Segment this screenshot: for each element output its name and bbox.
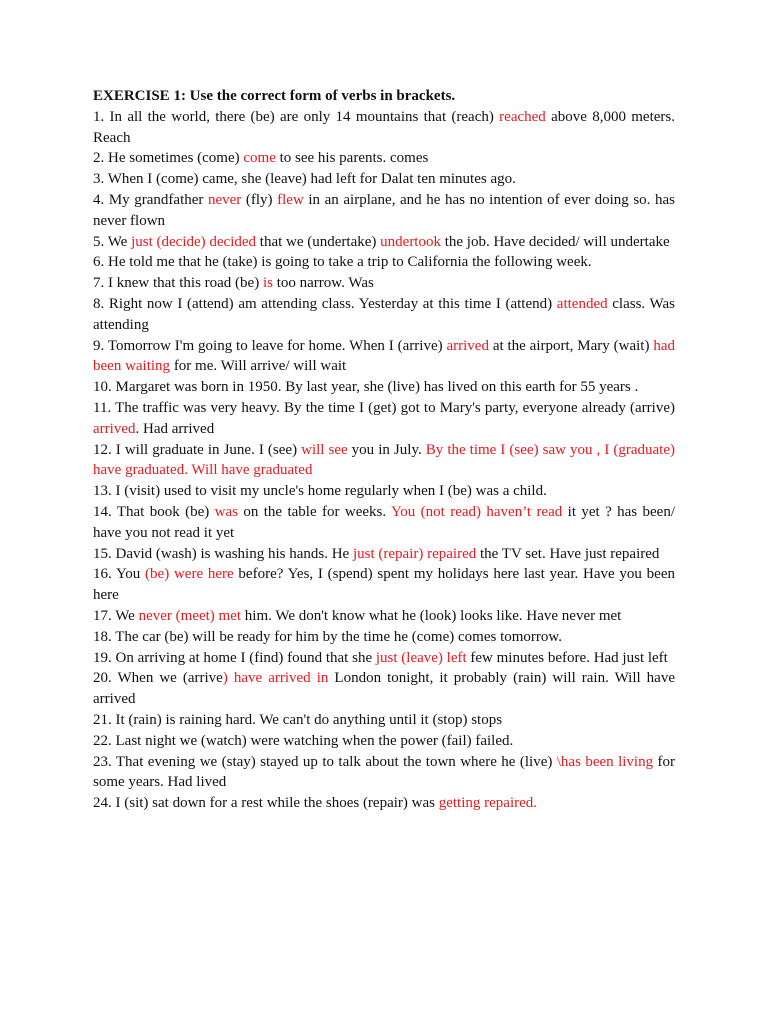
- question-text: 8. Right now I (attend) am attending class. Yesterday at this time I (attend): [93, 295, 557, 312]
- exercise-item: [93, 481, 675, 502]
- answer-text: just (leave) left: [375, 649, 467, 666]
- exercise-item: [93, 252, 675, 273]
- question-text: 12. I will graduate in June. I (see): [93, 441, 302, 458]
- question-text: 13. I (visit) used to visit my uncle's home regularly when I (be) was a child.: [93, 483, 547, 500]
- answer-text: never: [207, 191, 242, 208]
- exercise-item: [93, 232, 675, 253]
- question-text: 20. When we (arrive: [93, 670, 223, 687]
- answer-text: just (repair) repaired: [352, 545, 477, 562]
- question-text: 11. The traffic was very heavy. By the time I (get) got to Mary's party, everyone already (arrive): [93, 399, 675, 416]
- question-text: 22. Last night we (watch) were watching when the power (fail) failed.: [93, 732, 514, 749]
- exercise-item: [93, 668, 675, 710]
- question-text: London tonight, it probably (rain) will rain. Will have arrived: [93, 670, 675, 708]
- exercise-item: [93, 336, 675, 378]
- question-text: 19. On arriving at home I (find) found that she: [93, 649, 376, 666]
- exercise-list: [93, 107, 675, 814]
- question-text: 1. In all the world, there (be) are only 14 mountains that (reach): [93, 108, 500, 125]
- question-text: 23. That evening we (stay) stayed up to talk about the town where he (live): [93, 753, 557, 770]
- exercise-item: [93, 627, 675, 648]
- answer-text: come: [243, 150, 276, 167]
- question-text: him. We don't know what he (look) looks like. Have never met: [241, 607, 622, 624]
- question-text: 3. When I (come) came, she (leave) had left for Dalat ten minutes ago.: [93, 171, 516, 188]
- question-text: 17. We: [93, 607, 139, 624]
- answer-text: just (decide) decided: [131, 233, 257, 250]
- exercise-item: [93, 190, 675, 232]
- question-text: 21. It (rain) is raining hard. We can't do anything until it (stop) stops: [93, 711, 503, 728]
- answer-text: is: [262, 275, 273, 292]
- question-text: 7. I knew that this road (be): [93, 275, 263, 292]
- question-text: on the table for weeks.: [237, 503, 391, 520]
- question-text: the job. Have decided/ will undertake: [440, 233, 670, 250]
- exercise-item: [93, 544, 675, 565]
- answer-text: attended: [556, 295, 608, 312]
- question-text: 15. David (wash) is washing his hands. He: [93, 545, 353, 562]
- question-text: above 8,000 meters. Reach: [93, 108, 675, 146]
- question-text: (fly): [241, 191, 278, 208]
- exercise-item: [93, 752, 675, 794]
- exercise-item: [93, 377, 675, 398]
- answer-text: (be) were here: [145, 566, 234, 583]
- question-text: that we (undertake): [256, 233, 381, 250]
- answer-text: flew: [277, 191, 304, 208]
- exercise-item: [93, 564, 675, 606]
- exercise-item: [93, 793, 675, 814]
- question-text: 9. Tomorrow I'm going to leave for home. When I (arrive): [93, 337, 447, 354]
- exercise-item: [93, 273, 675, 294]
- answer-text: ) have arrived in: [222, 670, 329, 687]
- question-text: 14. That book (be): [93, 503, 215, 520]
- exercise-item: [93, 440, 675, 482]
- exercise-item: [93, 710, 675, 731]
- question-text: 4. My grandfather: [93, 191, 208, 208]
- answer-text: reached: [499, 108, 546, 125]
- question-text: to see his parents. comes: [275, 150, 429, 167]
- answer-text: You (not read) haven’t read: [390, 503, 563, 520]
- answer-text: will see: [301, 441, 348, 458]
- answer-text: arrived: [446, 337, 489, 354]
- question-text: before? Yes, I (spend) spent my holidays here last year. Have you been here: [93, 566, 675, 604]
- question-text: 2. He sometimes (come): [93, 150, 244, 167]
- answer-text: arrived: [93, 420, 136, 437]
- exercise-item: [93, 294, 675, 336]
- exercise-item: [93, 731, 675, 752]
- question-text: at the airport, Mary (wait): [488, 337, 654, 354]
- answer-text: undertook: [380, 233, 441, 250]
- exercise-item: [93, 148, 675, 169]
- question-text: in an airplane, and he has no intention of ever doing so. has never flown: [93, 191, 676, 229]
- answer-text: was: [214, 503, 238, 520]
- question-text: 6. He told me that he (take) is going to take a trip to California the following week.: [93, 254, 592, 271]
- exercise-item: [93, 169, 675, 190]
- exercise-item: [93, 107, 675, 149]
- question-text: too narrow. Was: [272, 275, 374, 292]
- answer-text: By the time I (see) saw you , I (graduate) have graduated. Will have graduated: [93, 441, 675, 479]
- answer-text: \has been living: [556, 753, 654, 770]
- question-text: for some years. Had lived: [93, 753, 676, 791]
- question-text: you in July.: [347, 441, 426, 458]
- question-text: the TV set. Have just repaired: [476, 545, 660, 562]
- answer-text: getting repaired.: [438, 795, 538, 812]
- question-text: 16. You: [93, 566, 146, 583]
- question-text: few minutes before. Had just left: [466, 649, 668, 666]
- question-text: 10. Margaret was born in 1950. By last year, she (live) has lived on this earth for 55 years .: [93, 379, 639, 396]
- question-text: 5. We: [93, 233, 132, 250]
- question-text: it yet ? has been/ have you not read it yet: [93, 503, 676, 541]
- exercise-item: [93, 648, 675, 669]
- question-text: class. Was attending: [93, 295, 676, 333]
- exercise-title: EXERCISE 1: Use the correct form of verbs in brackets.: [93, 88, 456, 104]
- answer-text: had been waiting: [93, 337, 675, 375]
- exercise-item: [93, 398, 675, 440]
- question-text: for me. Will arrive/ will wait: [170, 358, 347, 375]
- question-text: 24. I (sit) sat down for a rest while the shoes (repair) was: [93, 795, 439, 812]
- exercise-item: [93, 606, 675, 627]
- answer-text: never (meet) met: [138, 607, 242, 624]
- question-text: 18. The car (be) will be ready for him by the time he (come) comes tomorrow.: [93, 628, 563, 645]
- question-text: . Had arrived: [135, 420, 215, 437]
- exercise-item: [93, 502, 675, 544]
